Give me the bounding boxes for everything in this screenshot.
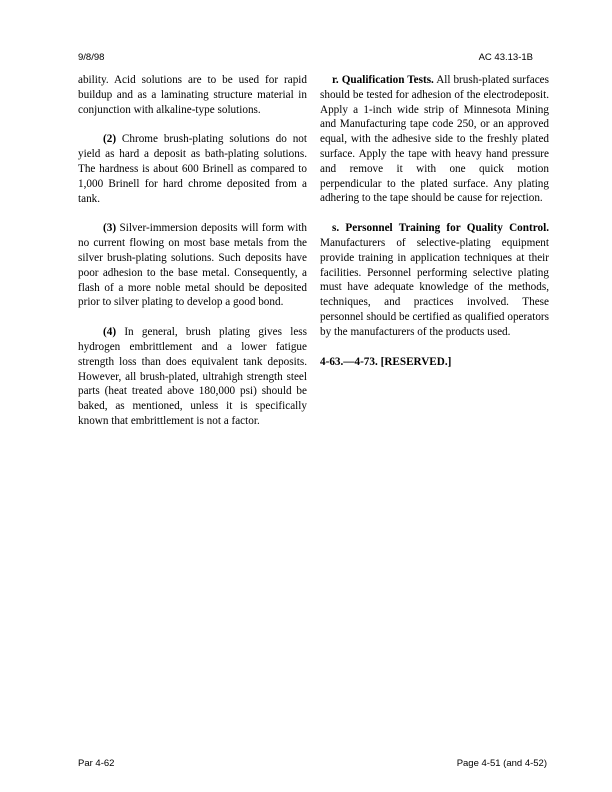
paragraph-4 (78, 325, 307, 429)
section-s-heading: s. Personnel Training for Quality Control. (332, 222, 549, 235)
paragraph-3-number: (3) (103, 222, 117, 235)
paragraph-3 (78, 221, 307, 310)
footer-paragraph: Par 4-62 (78, 758, 115, 769)
reserved-heading: 4-63.—4-73. [RESERVED.] (320, 355, 452, 368)
paragraph-2-text: Chrome brush-plating solutions do not yield as hard a deposit as bath-plating solutions. The hardness is about 600 Brinell as compared to 1,000 Brinell for hard chrome deposited from a tank. (78, 133, 307, 205)
paragraph-continued: ability. Acid solutions are to be used for rapid buildup and as a laminating structure material in conjunction with alkaline-type solutions. (78, 74, 307, 116)
paragraph-2-number: (2) (103, 133, 117, 146)
section-r (320, 73, 549, 206)
section-r-text: All brush-plated surfaces should be tested for adhesion of the electrodeposit. Apply a 1-inch wide strip of Minnesota Mining and Manufacturing tape code 250, or an approved equal, with the adhesive side to the freshly plated surface. Apply the tape with heavy hand pressure and remove it with one quick motion perpendicular to the plated surface. Any plating adhering to the tape should be cause for rejection. (320, 74, 549, 205)
header-date: 9/8/98 (78, 52, 105, 63)
section-r-heading: r. Qualification Tests. (332, 74, 434, 86)
paragraph-4-number: (4) (103, 326, 117, 339)
section-s (320, 221, 549, 339)
right-column (320, 73, 549, 384)
paragraph-4-text: In general, brush plating gives less hydrogen embrittlement and a lower fatigue strength loss than does equivalent tank deposits. However, all brush-plated, ultrahigh strength steel parts (heat treated above 180,000 psi) should be baked, as mentioned, unless it is specifically known that embrittlement is not a factor. (78, 326, 307, 427)
footer-page-number: Page 4-51 (and 4-52) (456, 758, 547, 769)
header-doc-id: AC 43.13-1B (478, 52, 533, 63)
paragraph-2 (78, 132, 307, 206)
section-s-text: Manufacturers of selective-plating equipment provide training in application techniques at their facilities. Personnel performing selective plating must have adequate knowledge of the methods, techniques, and practices involved. These personnel should be certified as qualified operators by the manufacturers of the products used. (320, 236, 549, 338)
left-column (78, 73, 307, 444)
paragraph-3-text: Silver-immersion deposits will form with no current flowing on most base metals from the silver brush-plating solutions. Such deposits have poor adhesion to the base metal. Consequently, a flash of a more noble metal should be deposited prior to silver plating to develop a good bond. (78, 222, 307, 309)
